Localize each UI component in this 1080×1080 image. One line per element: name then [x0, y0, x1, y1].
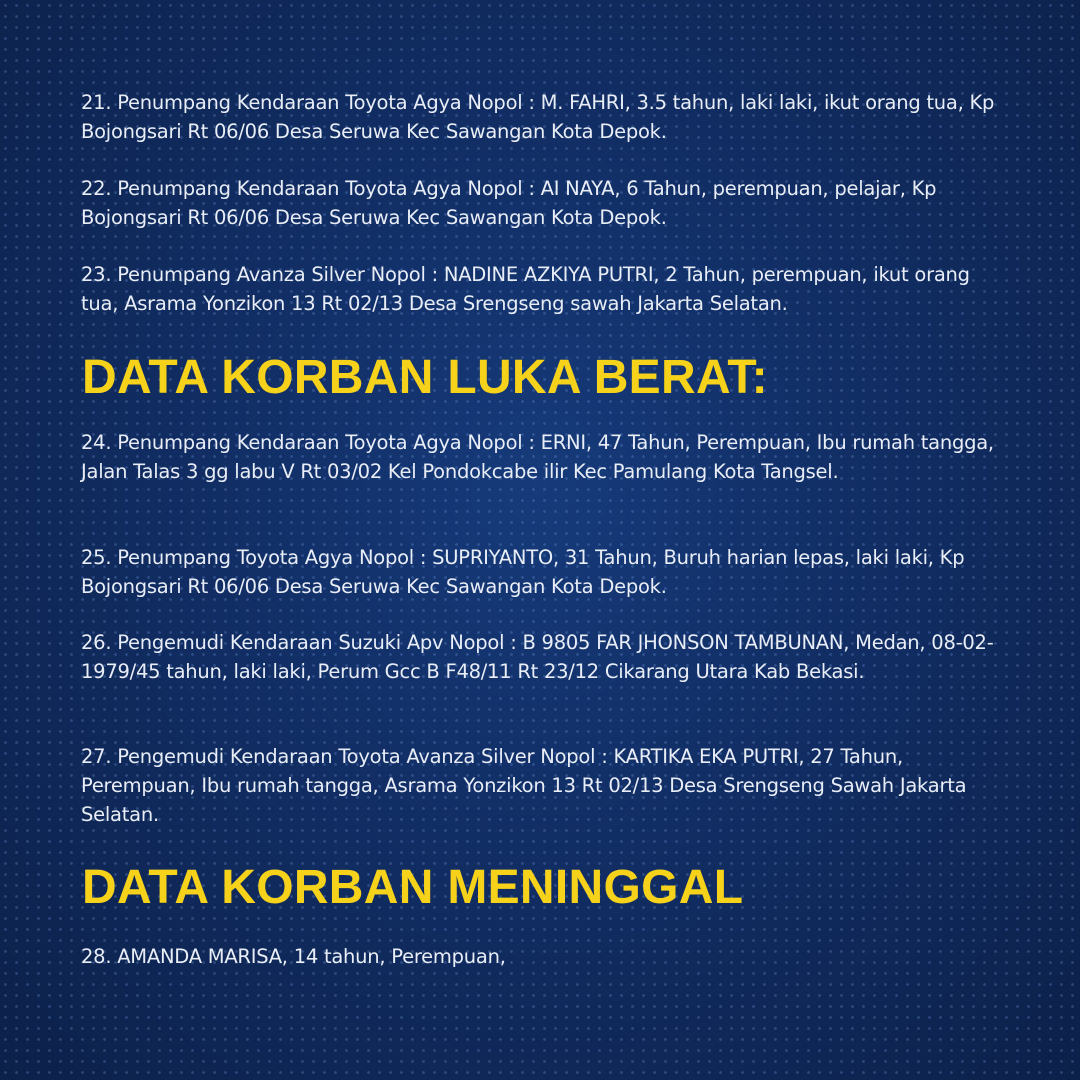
victim-entry-22: 22. Penumpang Kendaraan Toyota Agya Nopol : AI NAYA, 6 Tahun, perempuan, pelajar, Kp Bojongsari Rt 06/06 Desa Seruwa Kec Sawangan Kota Depok. [81, 177, 937, 229]
victim-entry-24: 24. Penumpang Kendaraan Toyota Agya Nopol : ERNI, 47 Tahun, Perempuan, Ibu rumah tangga, Jalan Talas 3 gg labu V Rt 03/02 Kel Pondokcabe ilir Kec Pamulang Kota Tangsel. [81, 431, 994, 483]
heading-meninggal: DATA KORBAN MENINGGAL [82, 861, 744, 914]
victim-entry-23: 23. Penumpang Avanza Silver Nopol : NADINE AZKIYA PUTRI, 2 Tahun, perempuan, ikut orang tua, Asrama Yonzikon 13 Rt 02/13 Desa Srengseng sawah Jakarta Selatan. [81, 263, 970, 315]
victim-entry-25: 25. Penumpang Toyota Agya Nopol : SUPRIYANTO, 31 Tahun, Buruh harian lepas, laki laki, Kp Bojongsari Rt 06/06 Desa Seruwa Kec Sawangan Kota Depok. [81, 546, 965, 598]
victim-entry-27: 27. Pengemudi Kendaraan Toyota Avanza Silver Nopol : KARTIKA EKA PUTRI, 27 Tahun, Perempuan, Ibu rumah tangga, Asrama Yonzikon 13 Rt 02/13 Desa Srengseng Sawah Jakarta Selatan. [81, 745, 967, 826]
victim-entry-28: 28. AMANDA MARISA, 14 tahun, Perempuan, [81, 945, 506, 968]
heading-luka-berat: DATA KORBAN LUKA BERAT: [82, 351, 768, 404]
victim-entry-21: 21. Penumpang Kendaraan Toyota Agya Nopol : M. FAHRI, 3.5 tahun, laki laki, ikut orang tua, Kp Bojongsari Rt 06/06 Desa Seruwa Kec Sawangan Kota Depok. [81, 91, 995, 143]
victim-entry-26: 26. Pengemudi Kendaraan Suzuki Apv Nopol : B 9805 FAR JHONSON TAMBUNAN, Medan, 08-02-1979/45 tahun, laki laki, Perum Gcc B F48/11 Rt 23/12 Cikarang Utara Kab Bekasi. [81, 631, 994, 683]
